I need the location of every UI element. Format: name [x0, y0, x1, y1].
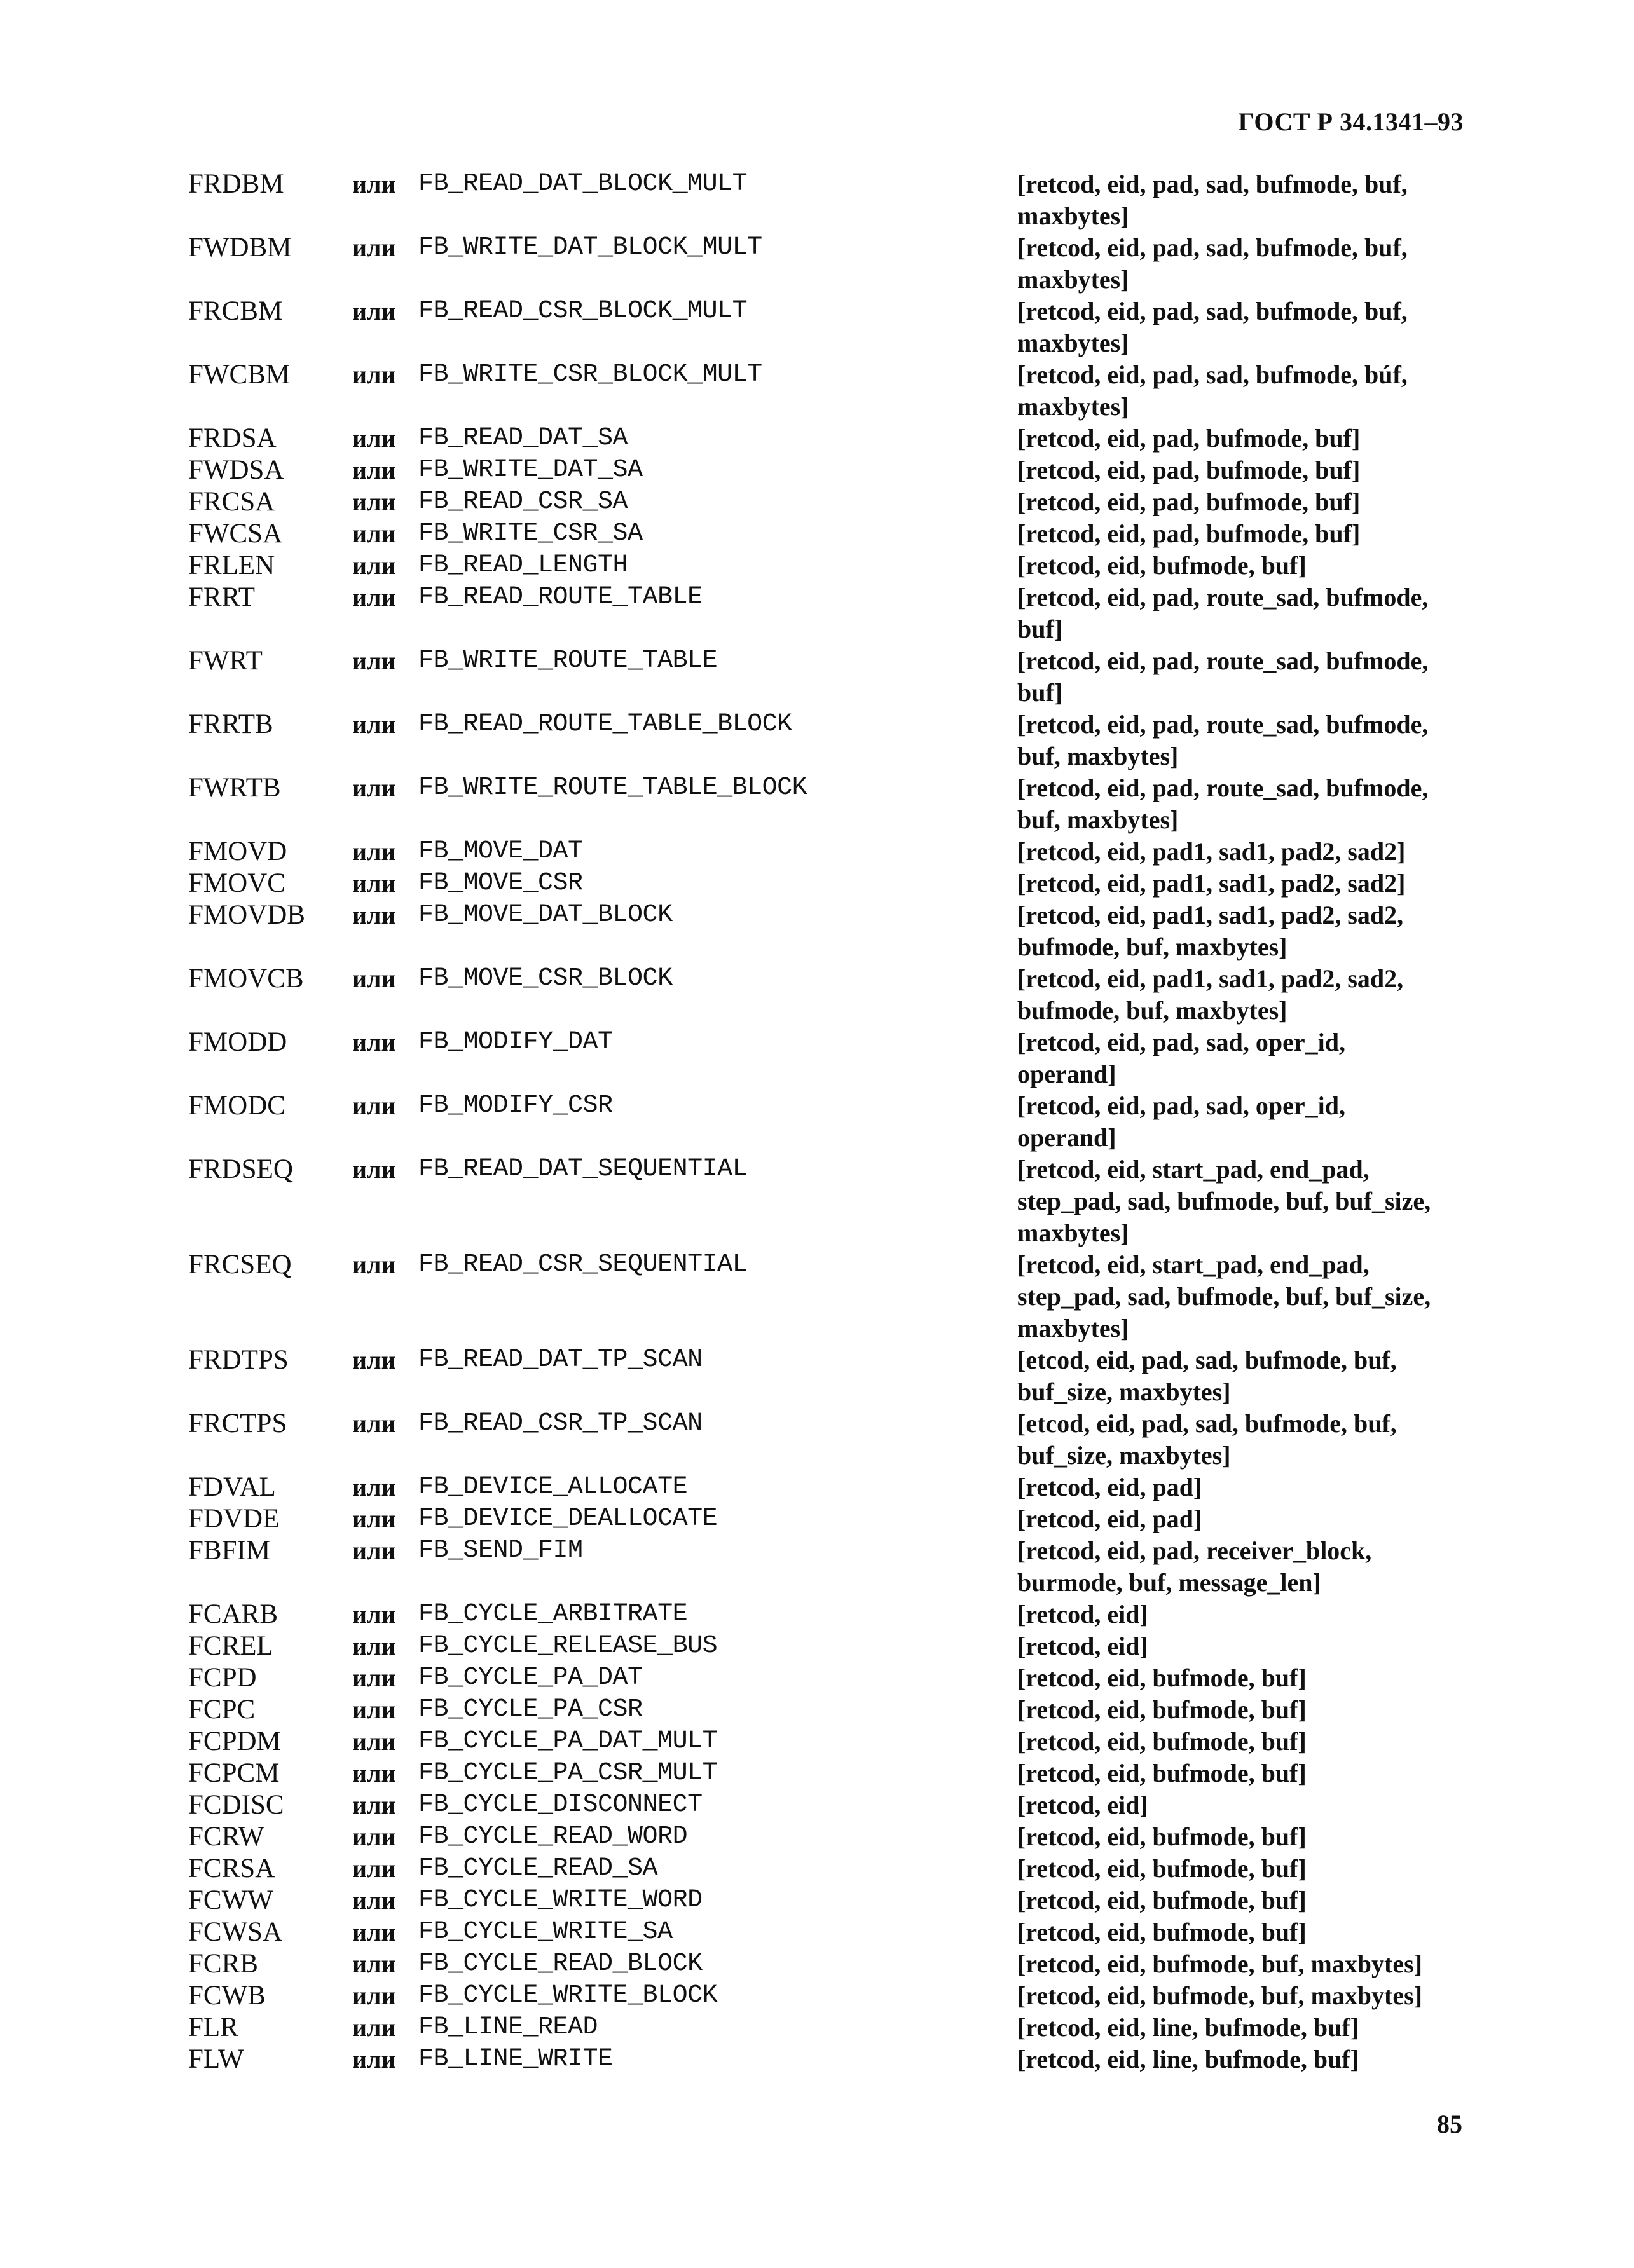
- long-name: FB_CYCLE_ARBITRATE: [418, 1600, 688, 1629]
- connector-word: или: [352, 774, 396, 802]
- parameter-list: [retcod, eid, pad, bufmode, buf]: [1017, 519, 1361, 548]
- parameter-list: [retcod, eid, pad, sad, bufmode, buf, maxbytes]: [1017, 233, 1408, 294]
- short-name: FCPDM: [188, 1726, 281, 1756]
- short-name: FMOVCB: [188, 964, 304, 994]
- function-entry: [188, 1027, 1498, 1090]
- function-entry: [188, 423, 1498, 454]
- connector-word: или: [352, 1759, 396, 1787]
- connector-word: или: [352, 1981, 396, 2010]
- long-name: FB_READ_CSR_SA: [418, 488, 628, 516]
- short-name: FMOVDB: [188, 900, 305, 930]
- parameter-list: [retcod, eid, pad, bufmode, buf]: [1017, 424, 1361, 453]
- parameter-list: [retcod, eid, pad, sad, oper_id, operand]: [1017, 1091, 1345, 1152]
- long-name: FB_CYCLE_WRITE_BLOCK: [418, 1981, 718, 2010]
- long-name: FB_MOVE_CSR_BLOCK: [418, 964, 673, 993]
- connector-word: или: [352, 837, 396, 866]
- short-name: FCPD: [188, 1663, 257, 1693]
- short-name: FCARB: [188, 1599, 278, 1629]
- function-entry: [188, 1630, 1498, 1662]
- short-name: FWCSA: [188, 519, 283, 549]
- connector-word: или: [352, 1091, 396, 1120]
- connector-word: или: [352, 1727, 396, 1756]
- long-name: FB_WRITE_DAT_SA: [418, 456, 643, 484]
- long-name: FB_SEND_FIM: [418, 1536, 583, 1565]
- parameter-list: [etcod, eid, pad, sad, bufmode, buf, buf_size, maxbytes]: [1017, 1409, 1397, 1470]
- function-entry: [188, 454, 1498, 486]
- function-entry: [188, 1472, 1498, 1503]
- short-name: FCPCM: [188, 1758, 280, 1788]
- short-name: FRDTPS: [188, 1345, 289, 1375]
- long-name: FB_READ_ROUTE_TABLE: [418, 583, 703, 611]
- function-entry: [188, 1789, 1498, 1821]
- function-entry: [188, 1599, 1498, 1630]
- function-entry: [188, 1249, 1498, 1344]
- long-name: FB_MOVE_CSR: [418, 869, 583, 898]
- connector-word: или: [352, 1918, 396, 1946]
- function-entry: [188, 232, 1498, 296]
- long-name: FB_WRITE_CSR_SA: [418, 519, 643, 548]
- parameter-list: [retcod, eid, pad, route_sad, bufmode, buf]: [1017, 646, 1429, 707]
- connector-word: или: [352, 1854, 396, 1883]
- long-name: FB_CYCLE_READ_WORD: [418, 1822, 688, 1851]
- short-name: FRDSA: [188, 423, 277, 453]
- long-name: FB_READ_ROUTE_TABLE_BLOCK: [418, 710, 792, 739]
- function-entry: [188, 1503, 1498, 1535]
- parameter-list: [retcod, eid, pad, bufmode, buf]: [1017, 456, 1361, 484]
- connector-word: или: [352, 646, 396, 675]
- long-name: FB_MOVE_DAT_BLOCK: [418, 901, 673, 929]
- short-name: FMOVC: [188, 868, 285, 898]
- function-entry: [188, 1726, 1498, 1758]
- connector-word: или: [352, 1600, 396, 1629]
- long-name: FB_CYCLE_WRITE_WORD: [418, 1886, 703, 1915]
- parameter-list: [retcod, eid, pad1, sad1, pad2, sad2, bufmode, buf, maxbytes]: [1017, 901, 1404, 961]
- long-name: FB_WRITE_ROUTE_TABLE_BLOCK: [418, 774, 807, 802]
- short-name: FDVAL: [188, 1472, 276, 1502]
- short-name: FWCBM: [188, 360, 291, 390]
- long-name: FB_MODIFY_DAT: [418, 1028, 613, 1056]
- parameter-list: [retcod, eid, pad]: [1017, 1505, 1202, 1533]
- short-name: FCWSA: [188, 1917, 283, 1947]
- connector-word: или: [352, 1505, 396, 1533]
- parameter-list: [retcod, eid]: [1017, 1600, 1148, 1629]
- parameter-list: [retcod, eid, pad, bufmode, buf]: [1017, 488, 1361, 516]
- short-name: FWDSA: [188, 455, 284, 485]
- short-name: FRCTPS: [188, 1409, 287, 1438]
- connector-word: или: [352, 1663, 396, 1692]
- short-name: FMOVD: [188, 837, 287, 866]
- function-entry: [188, 1662, 1498, 1694]
- parameter-list: [retcod, eid, pad, route_sad, bufmode, buf, maxbytes]: [1017, 774, 1429, 834]
- long-name: FB_CYCLE_PA_DAT: [418, 1663, 643, 1692]
- short-name: FDVDE: [188, 1504, 280, 1534]
- short-name: FRRT: [188, 582, 255, 612]
- short-name: FBFIM: [188, 1536, 271, 1566]
- parameter-list: [retcod, eid, pad]: [1017, 1473, 1202, 1501]
- parameter-list: [retcod, eid, pad1, sad1, pad2, sad2, bufmode, buf, maxbytes]: [1017, 964, 1404, 1025]
- function-entry: [188, 1916, 1498, 1948]
- long-name: FB_LINE_WRITE: [418, 2045, 613, 2073]
- function-entry: [188, 1853, 1498, 1885]
- function-entry: [188, 168, 1498, 232]
- function-entry: [188, 550, 1498, 582]
- long-name: FB_CYCLE_PA_CSR_MULT: [418, 1759, 718, 1787]
- long-name: FB_DEVICE_DEALLOCATE: [418, 1505, 718, 1533]
- short-name: FWRTB: [188, 773, 281, 803]
- short-name: FRCSEQ: [188, 1250, 292, 1280]
- function-entry: [188, 1535, 1498, 1599]
- long-name: FB_WRITE_CSR_BLOCK_MULT: [418, 360, 762, 389]
- short-name: FRCSA: [188, 487, 275, 517]
- long-name: FB_MODIFY_CSR: [418, 1091, 613, 1120]
- function-entry: [188, 2012, 1498, 2044]
- long-name: FB_READ_CSR_BLOCK_MULT: [418, 297, 748, 325]
- long-name: FB_CYCLE_PA_CSR: [418, 1695, 643, 1724]
- parameter-list: [retcod, eid, pad, sad, bufmode, buf, maxbytes]: [1017, 170, 1408, 230]
- connector-word: или: [352, 1028, 396, 1056]
- connector-word: или: [352, 424, 396, 453]
- long-name: FB_READ_DAT_SA: [418, 424, 628, 453]
- parameter-list: [retcod, eid, start_pad, end_pad, step_pad, sad, bufmode, buf, buf_size, maxbytes]: [1017, 1250, 1431, 1342]
- function-entry: [188, 359, 1498, 423]
- parameter-list: [retcod, eid, bufmode, buf]: [1017, 1918, 1307, 1946]
- short-name: FMODD: [188, 1027, 287, 1057]
- connector-word: или: [352, 1632, 396, 1660]
- long-name: FB_LINE_READ: [418, 2013, 598, 2042]
- parameter-list: [retcod, eid, bufmode, buf]: [1017, 1663, 1307, 1692]
- connector-word: или: [352, 901, 396, 929]
- parameter-list: [retcod, eid, pad, route_sad, bufmode, buf]: [1017, 583, 1429, 643]
- connector-word: или: [352, 233, 396, 262]
- parameter-list: [retcod, eid, bufmode, buf]: [1017, 551, 1307, 580]
- connector-word: или: [352, 1346, 396, 1374]
- long-name: FB_CYCLE_DISCONNECT: [418, 1791, 703, 1819]
- parameter-list: [retcod, eid, bufmode, buf, maxbytes]: [1017, 1950, 1423, 1978]
- function-entry: [188, 963, 1498, 1027]
- standard-header: ГОСТ Р 34.1341–93: [1238, 107, 1464, 136]
- connector-word: или: [352, 488, 396, 516]
- connector-word: или: [352, 583, 396, 611]
- function-entry: [188, 486, 1498, 518]
- short-name: FCWB: [188, 1981, 266, 2011]
- parameter-list: [retcod, eid]: [1017, 1632, 1148, 1660]
- parameter-list: [retcod, eid]: [1017, 1791, 1148, 1819]
- short-name: FRLEN: [188, 550, 275, 580]
- short-name: FRRTB: [188, 709, 273, 739]
- connector-word: или: [352, 170, 396, 198]
- parameter-list: [retcod, eid, start_pad, end_pad, step_pad, sad, bufmode, buf, buf_size, maxbytes]: [1017, 1155, 1431, 1247]
- function-entry: [188, 1948, 1498, 1980]
- connector-word: или: [352, 2013, 396, 2042]
- function-entry: [188, 772, 1498, 836]
- function-entry: [188, 1758, 1498, 1789]
- connector-word: или: [352, 1536, 396, 1565]
- parameter-list: [retcod, eid, line, bufmode, buf]: [1017, 2045, 1359, 2073]
- parameter-list: [retcod, eid, pad, sad, oper_id, operand]: [1017, 1028, 1345, 1088]
- function-entry: [188, 1694, 1498, 1726]
- parameter-list: [retcod, eid, pad, route_sad, bufmode, buf, maxbytes]: [1017, 710, 1429, 770]
- short-name: FWDBM: [188, 233, 292, 263]
- short-name: FCRSA: [188, 1854, 275, 1883]
- function-entry: [188, 1408, 1498, 1472]
- function-entry: [188, 836, 1498, 868]
- long-name: FB_READ_CSR_TP_SCAN: [418, 1409, 703, 1438]
- short-name: FWRT: [188, 646, 263, 676]
- connector-word: или: [352, 964, 396, 993]
- parameter-list: [retcod, eid, bufmode, buf]: [1017, 1854, 1307, 1883]
- function-entry: [188, 645, 1498, 709]
- long-name: FB_READ_DAT_SEQUENTIAL: [418, 1155, 748, 1184]
- short-name: FLR: [188, 2012, 238, 2042]
- connector-word: или: [352, 1950, 396, 1978]
- connector-word: или: [352, 456, 396, 484]
- connector-word: или: [352, 297, 396, 325]
- short-name: FLW: [188, 2044, 244, 2074]
- function-entry: [188, 868, 1498, 899]
- parameter-list: [retcod, eid, pad1, sad1, pad2, sad2]: [1017, 869, 1406, 898]
- function-entry: [188, 296, 1498, 359]
- function-entry: [188, 1980, 1498, 2012]
- long-name: FB_MOVE_DAT: [418, 837, 583, 866]
- parameter-list: [retcod, eid, pad, sad, bufmode, buf, maxbytes]: [1017, 297, 1408, 357]
- connector-word: или: [352, 551, 396, 580]
- parameter-list: [retcod, eid, bufmode, buf]: [1017, 1759, 1307, 1787]
- function-entry: [188, 709, 1498, 772]
- long-name: FB_READ_CSR_SEQUENTIAL: [418, 1250, 748, 1279]
- connector-word: или: [352, 1886, 396, 1915]
- function-entry: [188, 1885, 1498, 1916]
- parameter-list: [retcod, eid, line, bufmode, buf]: [1017, 2013, 1359, 2042]
- long-name: FB_CYCLE_READ_SA: [418, 1854, 658, 1883]
- parameter-list: [retcod, eid, pad, sad, bufmode, búf, maxbytes]: [1017, 360, 1408, 421]
- long-name: FB_WRITE_DAT_BLOCK_MULT: [418, 233, 762, 262]
- function-entry: [188, 1821, 1498, 1853]
- parameter-list: [retcod, eid, pad, receiver_block, burmode, buf, message_len]: [1017, 1536, 1372, 1597]
- short-name: FCRB: [188, 1949, 258, 1979]
- short-name: FMODC: [188, 1091, 285, 1121]
- long-name: FB_WRITE_ROUTE_TABLE: [418, 646, 718, 675]
- parameter-list: [etcod, eid, pad, sad, bufmode, buf, buf_size, maxbytes]: [1017, 1346, 1397, 1406]
- connector-word: или: [352, 1473, 396, 1501]
- parameter-list: [retcod, eid, bufmode, buf, maxbytes]: [1017, 1981, 1423, 2010]
- connector-word: или: [352, 1822, 396, 1851]
- long-name: FB_READ_DAT_TP_SCAN: [418, 1346, 703, 1374]
- function-entry: [188, 1090, 1498, 1154]
- parameter-list: [retcod, eid, bufmode, buf]: [1017, 1822, 1307, 1851]
- long-name: FB_CYCLE_WRITE_SA: [418, 1918, 673, 1946]
- short-name: FCRW: [188, 1822, 264, 1852]
- connector-word: или: [352, 1791, 396, 1819]
- connector-word: или: [352, 869, 396, 898]
- short-name: FCREL: [188, 1631, 273, 1661]
- long-name: FB_CYCLE_PA_DAT_MULT: [418, 1727, 718, 1756]
- connector-word: или: [352, 710, 396, 739]
- connector-word: или: [352, 1250, 396, 1279]
- connector-word: или: [352, 360, 396, 389]
- page-number: 85: [1437, 2110, 1462, 2138]
- function-entry: [188, 899, 1498, 963]
- connector-word: или: [352, 1155, 396, 1184]
- long-name: FB_DEVICE_ALLOCATE: [418, 1473, 688, 1501]
- long-name: FB_CYCLE_READ_BLOCK: [418, 1950, 703, 1978]
- short-name: FCPC: [188, 1695, 256, 1725]
- connector-word: или: [352, 1409, 396, 1438]
- function-entry: [188, 582, 1498, 645]
- connector-word: или: [352, 1695, 396, 1724]
- long-name: FB_CYCLE_RELEASE_BUS: [418, 1632, 718, 1660]
- parameter-list: [retcod, eid, pad1, sad1, pad2, sad2]: [1017, 837, 1406, 866]
- connector-word: или: [352, 2045, 396, 2073]
- function-entry: [188, 1344, 1498, 1408]
- function-entry: [188, 1154, 1498, 1249]
- short-name: FRDSEQ: [188, 1154, 293, 1184]
- function-list: [188, 168, 1498, 2075]
- parameter-list: [retcod, eid, bufmode, buf]: [1017, 1695, 1307, 1724]
- parameter-list: [retcod, eid, bufmode, buf]: [1017, 1727, 1307, 1756]
- function-entry: [188, 518, 1498, 550]
- connector-word: или: [352, 519, 396, 548]
- short-name: FCWW: [188, 1885, 273, 1915]
- function-entry: [188, 2044, 1498, 2075]
- short-name: FCDISC: [188, 1790, 284, 1820]
- long-name: FB_READ_LENGTH: [418, 551, 628, 580]
- long-name: FB_READ_DAT_BLOCK_MULT: [418, 170, 748, 198]
- parameter-list: [retcod, eid, bufmode, buf]: [1017, 1886, 1307, 1915]
- short-name: FRDBM: [188, 169, 284, 199]
- short-name: FRCBM: [188, 296, 283, 326]
